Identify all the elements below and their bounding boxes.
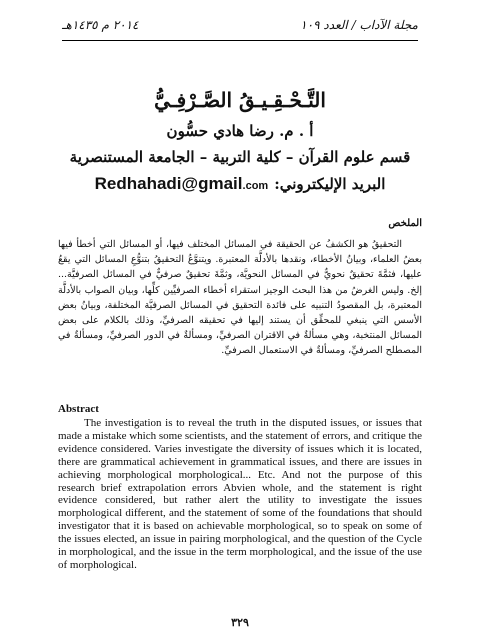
email-user: Redhahadi@gmail xyxy=(94,174,243,193)
email-address[interactable] xyxy=(95,172,269,198)
header-date: ٢٠١٤ م ١٤٣٥هـ xyxy=(62,18,139,32)
author-name: أ . م. رضا هادي حسُّون xyxy=(166,122,314,140)
arabic-abstract xyxy=(58,218,422,359)
email-domain: .com xyxy=(242,180,269,192)
english-abstract xyxy=(58,403,422,572)
arabic-abstract-body: التحقيقُ هو الكشفُ عن الحقيقة في المسائل المختلف فيها، أو المسائل التي أخطأ فيها بعضُ العلماء، وبيانُ الأخطاء، ونقدها بالأدلَّة المعتبرة. ويتنوَّعُ التحقيقُ بتنوُّعِ المسائل التي يقعُ عليها، فثمَّةَ تحقيقٌ نحويٌّ في المسائل النحويَّة، وثمَّةَ تحقيقٌ صرفيٌّ في المسائل الصرفيَّة... إلخ. وليس الغرضُ من هذا البحث الوجيز استقراء أخطاء الصرفيِّين كلِّها، وبيان الصواب بالأدلَّة المعتبرة، بل المقصودُ التنبيه على فائدة التحقيق في المسائل الصرفيَّة المختلفة، وبيانُ بعض الأسس التي ينبغي للمحقِّق أن يستند إليها في تحقيقه الصرفيِّ، وذلك بالكلام على بعض المسائل المنتخبة، وهي مسألةٌ في الاقتران الصرفيِّ، ومسألةٌ في الدور الصرفيِّ، ومسألةٌ في المصطلح الصرفيِّ، ومسألةٌ في الاستعمال الصرفيِّ. xyxy=(58,239,422,357)
title-block xyxy=(62,86,418,198)
header-journal: مجلة الآداب / العدد ١٠٩ xyxy=(300,18,418,32)
arabic-abstract-heading: الملخص xyxy=(388,218,422,229)
author-affiliation: قسم علوم القرآن – كلية التربية – الجامعة المستنصرية xyxy=(69,148,411,166)
running-header xyxy=(62,14,418,36)
english-abstract-heading: Abstract xyxy=(58,403,99,415)
header-rule xyxy=(62,40,418,41)
paper-title: التَّـحْـقِـيـقُ الصَّـرْفِـيُّ xyxy=(154,88,326,112)
email-line xyxy=(62,172,418,198)
email-label: البريد الإليكتروني: xyxy=(274,175,386,193)
page-number: ٣٢٩ xyxy=(231,616,249,629)
english-abstract-body: The investigation is to reveal the truth in the disputed issues, or issues that made a mistake which some scientists, and the statement of errors, and critique the evidence considered. Varies investigate the diversity of issues which it is located, there are grammatical achievement in grammatical issues, and there are issues in achieving morphological morphological... Etc. And not the purpose of this research brief extrapolation errors Abvien whole, and the statement is right evidence considered, but rather alert the utility to investigate the issues morphological different, and the statement of some of the foundations that should investigator that it is based on achievable morphological, so to speak on some of the issues elected, an issue in pairing morphological, and the question of the Cycle in morphological, and the issue in the term morphological, and the issue of the use of morphological. xyxy=(58,417,422,571)
